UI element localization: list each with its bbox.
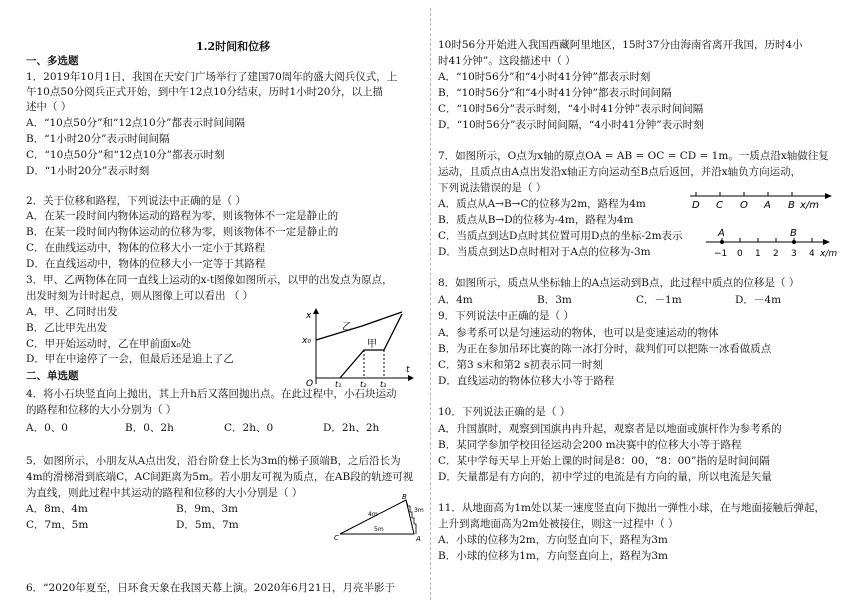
q9-option-b: B．为正在参加吊环比赛的陈一冰打分时，裁判们可以把陈一冰看做质点 [438, 343, 772, 355]
q10-option-c: C．某中学每天早上开始上课的时间是8：00，“8：00”指的是时间间隔 [438, 455, 770, 467]
q6-stem-line1: 6．“2020年夏至，日环食天象在我国天幕上演。2020年6月21日，月亮半影于 [26, 582, 396, 594]
q11-stem-line1: 11．从地面高为1m处以某一速度竖直向下抛出一弹性小球，在与地面接触后弹起， [438, 502, 825, 514]
q4-option-c: C．2h、0 [224, 422, 274, 434]
q8-options [438, 294, 834, 307]
page-title: 1.2时间和位移 [196, 40, 271, 53]
q8-stem: 8．如图所示，质点从坐标轴上的A点运动到B点，此过程中质点的位移是（ ） [438, 277, 800, 289]
label-b: B [402, 494, 407, 501]
q6-option-c: C．“10时56分”表示时刻，“4小时41分钟”表示时间间隔 [438, 103, 704, 115]
label-4m: 4m [368, 511, 378, 518]
q8-tick-4: 4 [809, 249, 815, 259]
q5-stem-line1: 5．如图所示，小朋友从A点出发，沿台阶登上长为3m的梯子顶端B，之后沿长为 [26, 455, 401, 467]
label-t3: t₃ [380, 380, 387, 388]
q7-ticks [696, 192, 792, 196]
label-a: C [334, 534, 339, 542]
q5-slide-figure [334, 494, 426, 542]
q8-tick-0: 0 [737, 249, 743, 259]
q2-option-b: B．在某一段时间内物体运动的位移为零，则该物体不一定是静止的 [26, 226, 339, 238]
q8-tick-1: 1 [755, 249, 761, 259]
q7-option-c: C．当质点到达D点时其位置可用D点的坐标-2m表示 [438, 230, 683, 242]
q7-option-d: D．当质点到达D点时相对于A点的位移为-3m [438, 246, 651, 258]
q3-stem-line2: 出发时刻为计时起点，则从图像上可以看出 （ ） [26, 290, 254, 302]
q8-ticks [722, 238, 812, 242]
q5-options-row1 [26, 503, 326, 516]
q8-point-b [792, 240, 796, 244]
q4-options [26, 422, 422, 435]
q5-stem-line3: 为直线，则此过程中其运动的路程和位移的大小分别是（ ） [26, 487, 303, 499]
q6-option-d: D．“10时56分”表示时间间隔，“4小时41分钟”表示时刻 [438, 119, 704, 131]
q3-option-b: B．乙比甲先出发 [26, 322, 108, 334]
label-c: A [416, 535, 421, 542]
graph-x-arrow [313, 308, 319, 314]
q3-xt-graph [302, 306, 416, 388]
q5-stem-line2: 4m的滑梯滑到底端C，AC间距离为5m。若小朋友可视为质点，在AB段的轨迹可视 [26, 471, 414, 483]
q1-stem-line1: 1．2019年10月1日，我国在天安门广场举行了建国70周年的盛大阅兵仪式，上 [26, 71, 398, 83]
label-jia: 甲 [367, 339, 377, 350]
q7-label-o: O [740, 200, 748, 211]
q7-label-unit: x/m [800, 200, 820, 211]
q1-option-c: C．“10点50分”和“12点10分”都表示时刻 [26, 149, 225, 161]
q5-option-c: C．7m、5m [26, 519, 89, 531]
q4-option-a: A．0、0 [26, 422, 68, 434]
q4-option-b: B．0、2h [125, 422, 174, 434]
q7-number-line [688, 188, 838, 212]
q3-option-d: D．甲在中途停了一会，但最后还是追上了乙 [26, 353, 234, 365]
q8-option-c: C．－1m [636, 294, 682, 306]
q11-stem-line2: 上升到离地面高为2m处被接住，则这一过程中（ ） [438, 518, 679, 530]
q7-option-b: B．质点从B→D的位移为-4m，路程为4m [438, 214, 634, 226]
q4-stem-line1: 4．将小石块竖直向上抛出，其上升h后又落回抛出点。在此过程中，小石块运动 [26, 388, 397, 400]
q7-stem-line2: 运动，且质点由A点出发沿x轴正方向运动至B点后返回，并沿x轴负方向运动， [438, 166, 802, 178]
q9-option-a: A．参考系可以是匀速运动的物体，也可以是变速运动的物体 [438, 327, 719, 339]
q7-stem-line3: 下列说法错误的是（ ） [438, 182, 547, 194]
graph-t-arrow [408, 375, 414, 381]
q9-stem: 9．下列说法中正确的是（ ） [438, 310, 575, 322]
q8-option-a: A．4m [438, 294, 473, 306]
label-yi: 乙 [342, 322, 352, 333]
q1-option-d: D．“1小时20分”表示时刻 [26, 165, 150, 177]
q3-option-a: A．甲、乙同时出发 [26, 306, 118, 318]
q2-stem: 2．关于位移和路程，下列说法中正确的是（ ） [26, 195, 247, 207]
q7-option-a: A．质点从A→B→C的位移为2m，路程为4m [438, 198, 646, 210]
q2-option-c: C．在曲线运动中，物体的位移大小一定小于其路程 [26, 242, 266, 254]
q2-option-a: A．在某一段时间内物体运动的路程为零，则该物体不一定是静止的 [26, 210, 339, 222]
q1-stem-line2: 午10点50分阅兵正式开始，到中午12点10分结束，历时1小时20分，以上描 [26, 86, 383, 98]
q4-option-d: D．2h、2h [323, 422, 380, 434]
q3-option-c: C．甲开始运动时，乙在甲前面x₀处 [26, 338, 192, 350]
q8-option-b: B．3m [537, 294, 572, 306]
q10-option-b: B．某同学参加学校田径运动会200 m决赛中的位移大小等于路程 [438, 439, 742, 451]
q9-option-d: D．直线运动的物体位移大小等于路程 [438, 375, 615, 387]
label-x: x [306, 311, 312, 321]
label-t1: t₁ [335, 380, 342, 388]
q5-option-a: A．8m、4m [26, 503, 88, 515]
q8-label-unit: x/m [820, 249, 838, 259]
label-x0: x₀ [302, 336, 311, 346]
label-t: t [406, 365, 410, 375]
q7-label-b: B [788, 200, 795, 211]
q5-options-row2 [26, 519, 326, 532]
q8-axis-arrow [823, 239, 830, 245]
q8-tick-3: 3 [791, 249, 797, 259]
q11-option-b: B．小球的位移为1m，方向竖直向上，路程为3m [438, 550, 668, 562]
column-divider [430, 8, 431, 600]
section-single: 二、单选题 [26, 370, 79, 382]
q8-option-d: D．－4m [735, 294, 782, 306]
label-origin: O [306, 379, 314, 388]
q8-label-b: B [790, 228, 797, 239]
q8-label-a: A [718, 228, 725, 239]
q8-tick-neg1: −1 [714, 249, 728, 259]
q10-stem: 10．下列说法正确的是（ ） [438, 406, 571, 418]
label-5m: 5m [374, 526, 384, 533]
q1-option-a: A．“10点50分”和“12点10分”都表示时间间隔 [26, 117, 245, 129]
q9-option-c: C．第3 s末和第2 s初表示同一时刻 [438, 359, 603, 371]
q8-tick-2: 2 [773, 249, 779, 259]
q6-option-b: B．“10时56分”和“4小时41分钟”都表示时间间隔 [438, 87, 672, 99]
q1-option-b: B．“1小时20分”表示时间间隔 [26, 133, 170, 145]
q10-option-a: A．升国旗时，观察到国旗冉冉升起，观察者是以地面或旗杆作为参考系的 [438, 423, 782, 435]
q5-option-b: B．9m、3m [176, 503, 238, 515]
section-multi: 一、多选题 [26, 55, 79, 67]
q6-option-a: A．“10时56分”和“4小时41分钟”都表示时刻 [438, 71, 651, 83]
q2-option-d: D．在直线运动中，物体的位移大小一定等于其路程 [26, 258, 266, 270]
q6-stem-line3: 时41分钟”。这段描述中（ ） [438, 55, 576, 67]
q3-stem-line1: 3．甲、乙两物体在同一直线上运动的x-t图像如图所示，以甲的出发点为原点， [26, 274, 393, 286]
q5-option-d: D．5m、7m [176, 519, 239, 531]
q7-label-a: A [764, 200, 771, 211]
q8-number-line [704, 228, 844, 262]
q10-option-d: D．矢量都是有方向的，初中学过的电流是有方向的量，所以电流是矢量 [438, 471, 772, 483]
label-t2: t₂ [360, 380, 367, 388]
line-yi [316, 312, 402, 340]
q7-label-c: C [716, 200, 723, 211]
q6-stem-line2: 10时56分开始进入我国西藏阿里地区，15时37分由海南省离开我国，历时4小 [438, 39, 803, 51]
q1-stem-line3: 述中（ ） [26, 101, 72, 113]
q4-stem-line2: 的路程和位移的大小分别为（ ） [26, 404, 177, 416]
label-3m: 3m [414, 507, 424, 514]
stair-steps [406, 500, 416, 534]
q11-option-a: A．小球的位移为2m，方向竖直向下，路程为3m [438, 534, 668, 546]
q7-axis-arrow [825, 193, 832, 199]
q8-point-a [720, 240, 724, 244]
q7-stem-line1: 7．如图所示，O点为x轴的原点OA = AB = OC = CD = 1m。一质点沿x轴做往复 [438, 150, 829, 162]
q7-label-d: D [692, 200, 700, 211]
